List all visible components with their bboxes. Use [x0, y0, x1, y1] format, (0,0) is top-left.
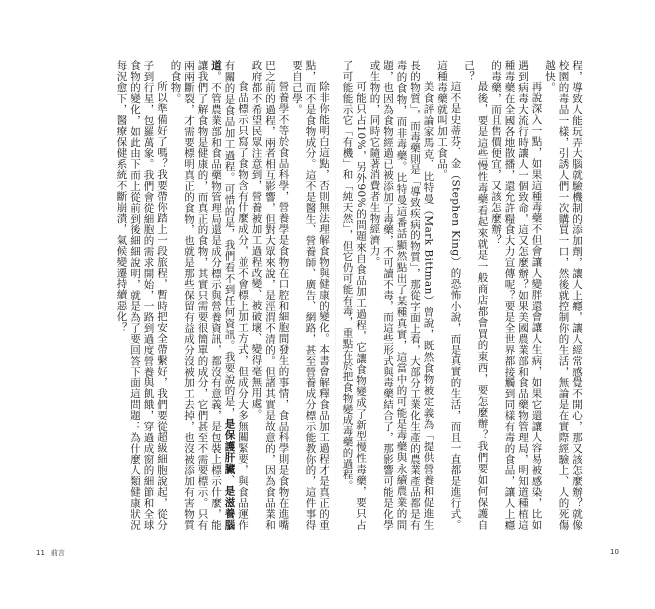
bold-phrase: 是保護肝臟 — [223, 418, 236, 475]
page-number: 10 — [610, 548, 619, 556]
paragraph: 這不是史蒂芬．金（Stephen King）的恐怖小說，而是真實的生活，而且一直都是進行式。這種毒藥就叫加工食品。 — [436, 60, 462, 530]
paragraph: 可能只占10%，另外90%的問題來自食品加工過程，它讓食物變成了新型慢性毒藥，要只占了可能能示它「有機」和「純天然」，但它仍可能有毒，重點在於把食物變成毒藥的過程。 — [341, 60, 367, 530]
paragraph: 最後，要是這些慢性毒藥看起來就是一般商店都會買的東西，要怎麼辦？我們要如何保護自己？ — [463, 60, 489, 530]
running-head: 前言 — [50, 549, 65, 557]
page-gutter — [335, 40, 336, 560]
left-page — [88, 60, 330, 530]
right-folio — [610, 548, 619, 556]
left-page-text — [88, 60, 330, 530]
bold-phrase: 是滋養腦 — [223, 485, 236, 530]
page-number: 11 — [36, 549, 45, 557]
text-run: 。不管農業部和食品藥物管理局還是成分標示與營養資訊，都沒有意義，是包裝上標示什麼，能讓我們了解食物是健康的，而真正的食物，其實只需要很簡單的成分，它們甚至不需要標示。只有兩兩斷裂，才需要標明真正的食物，也就是那些保留有益成分沒被加工去掉，也沒被添加有害物質的食物。 — [169, 60, 222, 530]
right-page-text — [343, 60, 583, 530]
paragraph: 程，導致人能玩弄大腦就驗機制的添加劑，讓人上癮，讓人經常感覺不開心，那又該怎麼辦？就像校園的毒品一樣，引誘人們一次購買一口，然後就控制你的生活，無論是在實際經驗上、人的死傷越快。 — [544, 60, 583, 530]
paragraph: 再說深入一點，如果這種毒藥不但會讓人變胖還會讓人生病，如果它還讓人容易被感染，比如遇到病毒大流行時讓人一個致命，這又怎麼辦？如果美國農業部和食品藥物管理局，明知道種植這種毒藥在全國各地散播，還允許糧食大力宣傳呢？要是全世界都接觸到同樣有毒的食品，讓人上癮的毒藥，而且售價便宜，又該怎麼辦？ — [490, 60, 543, 530]
paragraph: 美食評論家馬克．比特曼（Mark Bittman）曾說，既然食物被定義為「提供營養和促進生長的物質」，而毒藥則是「導致疾病的物質」，那從字面上看，大部分工業化生產的農業產品都是有毒的食物，而非毒藥。比特曼這番話顯然點出了某種真實，這當中的可能是毒藥與永續農業的問題，也因為食物經過已被添加了毒藥，不可讀不毒，而這些形式與毒藥結合了，那影響可能是化學或生物的，同時它隨著消費者生物經濟力。 — [368, 60, 435, 530]
paragraph: 所以準備好了嗎？我要帶你踏上一段旅程，暫時把安全帶繫好，我們要從超級細胞說起，從分子到行星，包羅萬象。我們會從細胞的需求開始，一路到過度營養與飢餓，穿過成窗的細節和全球食物的變化，如此由下而上從前到後細細說明，就是為了要回答下面這問題：為什麼人類健康狀況每況愈下，醫療保健系統不斷崩潰，氣候變遷持續惡化？ — [115, 60, 168, 530]
paragraph: 營養學不等於食品科學，營養學是食物在口腔和細胞間發生的事情，食品科學則是食物在進嘴巴之前的過程，兩者相互影響，但對大眾來說，是涇渭不清的。但諸其實是故意的，因為食品業和政府都不希望民眾注意到，營養被加工過程改變、被破壞、變得毫無用處。 — [250, 60, 290, 530]
left-folio — [36, 548, 65, 558]
paragraph: 除非你能明白這點，否則無法理解食物與健康的變化。本書會解釋食品加工過程才是真正的重點，而不是食物成分。這不是醫生、營養師、廣告、網路，甚至營養成分標示能教你的，這件事得要自己學。 — [291, 60, 330, 530]
right-page — [343, 60, 583, 530]
text-run: 食品標示只寫了食物含有什麼成分，並不會標上加工方式，但成分大多無關緊要，與食品運作有關的是食品加工過程。可惜的是，我們看不到任何資訊。我要說的是， — [223, 60, 249, 530]
text-run: 、 — [223, 474, 236, 486]
bold-phrase: 道 — [210, 60, 222, 71]
paragraph — [168, 60, 249, 530]
